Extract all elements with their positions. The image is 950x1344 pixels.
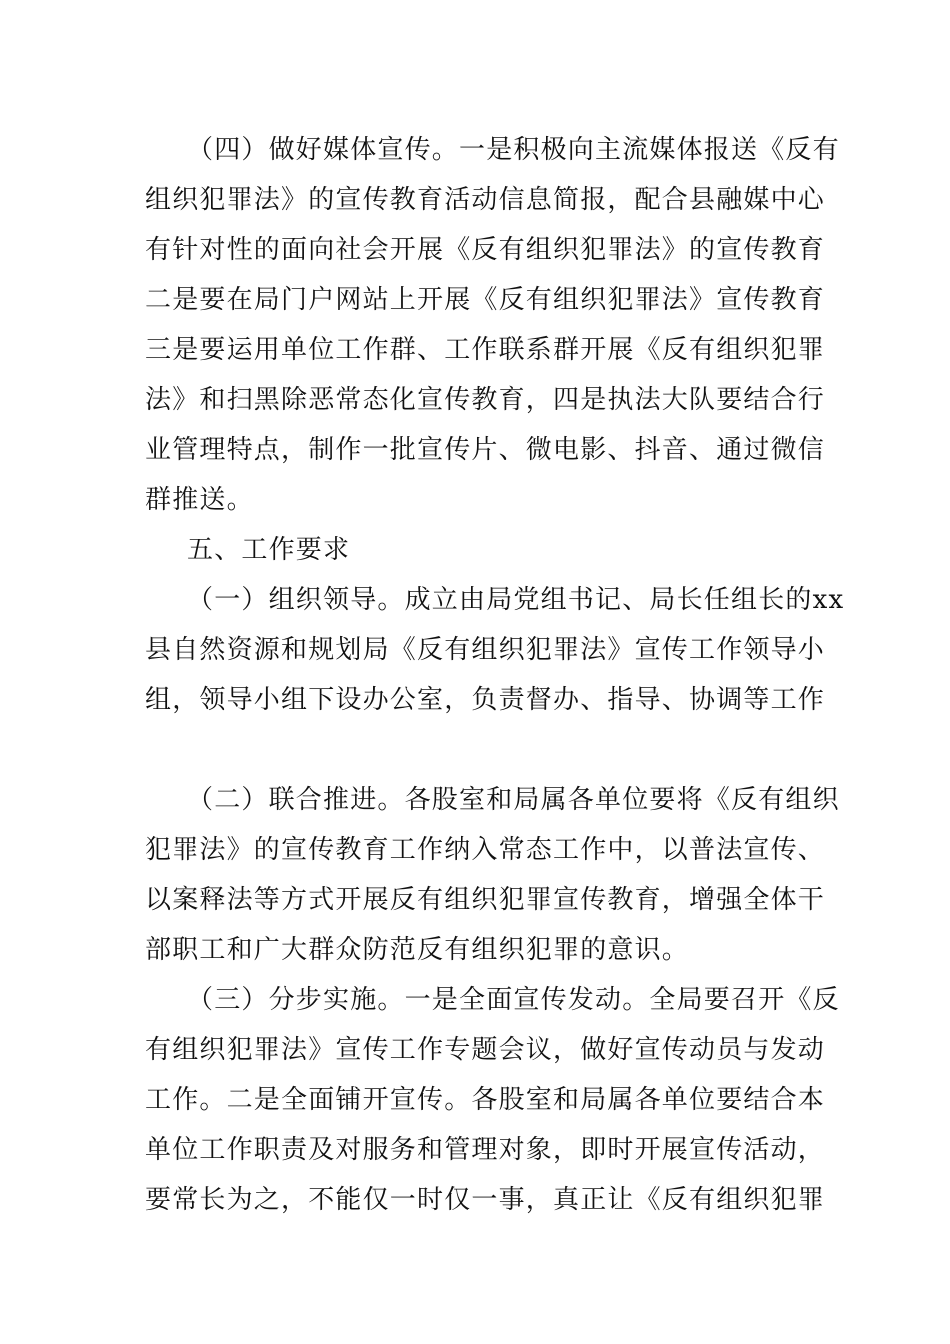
paragraph-4-line-2: 组织犯罪法》的宣传教育活动信息简报，配合县融媒中心 bbox=[145, 185, 826, 215]
paragraph-1-line-2: 县自然资源和规划局《反有组织犯罪法》宣传工作领导小 bbox=[145, 635, 826, 665]
paragraph-4-line-6: 法》和扫黑除恶常态化宣传教育，四是执法大队要结合行 bbox=[145, 385, 826, 415]
paragraph-4-line-4: 二是要在局门户网站上开展《反有组织犯罪法》宣传教育 bbox=[145, 285, 826, 315]
paragraph-4-line-1: （四）做好媒体宣传。一是积极向主流媒体报送《反有 bbox=[187, 135, 840, 165]
section-heading: 五、工作要求 bbox=[187, 535, 351, 565]
paragraph-3-line-1: （三）分步实施。一是全面宣传发动。全局要召开《反 bbox=[187, 985, 840, 1015]
paragraph-1-line-1: （一）组织领导。成立由局党组书记、局长任组长的xx bbox=[187, 585, 845, 615]
paragraph-3-line-2: 有组织犯罪法》宣传工作专题会议，做好宣传动员与发动 bbox=[145, 1035, 826, 1065]
paragraph-3-line-4: 单位工作职责及对服务和管理对象，即时开展宣传活动， bbox=[145, 1135, 826, 1165]
paragraph-2-line-4: 部职工和广大群众防范反有组织犯罪的意识。 bbox=[145, 935, 690, 965]
paragraph-4-line-5: 三是要运用单位工作群、工作联系群开展《反有组织犯罪 bbox=[145, 335, 826, 365]
paragraph-2-line-3: 以案释法等方式开展反有组织犯罪宣传教育，增强全体干 bbox=[145, 885, 826, 915]
paragraph-4-line-3: 有针对性的面向社会开展《反有组织犯罪法》的宣传教育 bbox=[145, 235, 826, 265]
paragraph-4-line-7: 业管理特点，制作一批宣传片、微电影、抖音、通过微信 bbox=[145, 435, 826, 465]
paragraph-3-line-5: 要常长为之，不能仅一时仅一事，真正让《反有组织犯罪 bbox=[145, 1185, 826, 1215]
paragraph-3-line-3: 工作。二是全面铺开宣传。各股室和局属各单位要结合本 bbox=[145, 1085, 826, 1115]
paragraph-1-line-3: 组，领导小组下设办公室，负责督办、指导、协调等工作 bbox=[145, 685, 826, 715]
paragraph-4-line-8: 群推送。 bbox=[145, 485, 254, 515]
paragraph-2-line-2: 犯罪法》的宣传教育工作纳入常态工作中，以普法宣传、 bbox=[145, 835, 826, 865]
paragraph-2-line-1: （二）联合推进。各股室和局属各单位要将《反有组织 bbox=[187, 785, 840, 815]
